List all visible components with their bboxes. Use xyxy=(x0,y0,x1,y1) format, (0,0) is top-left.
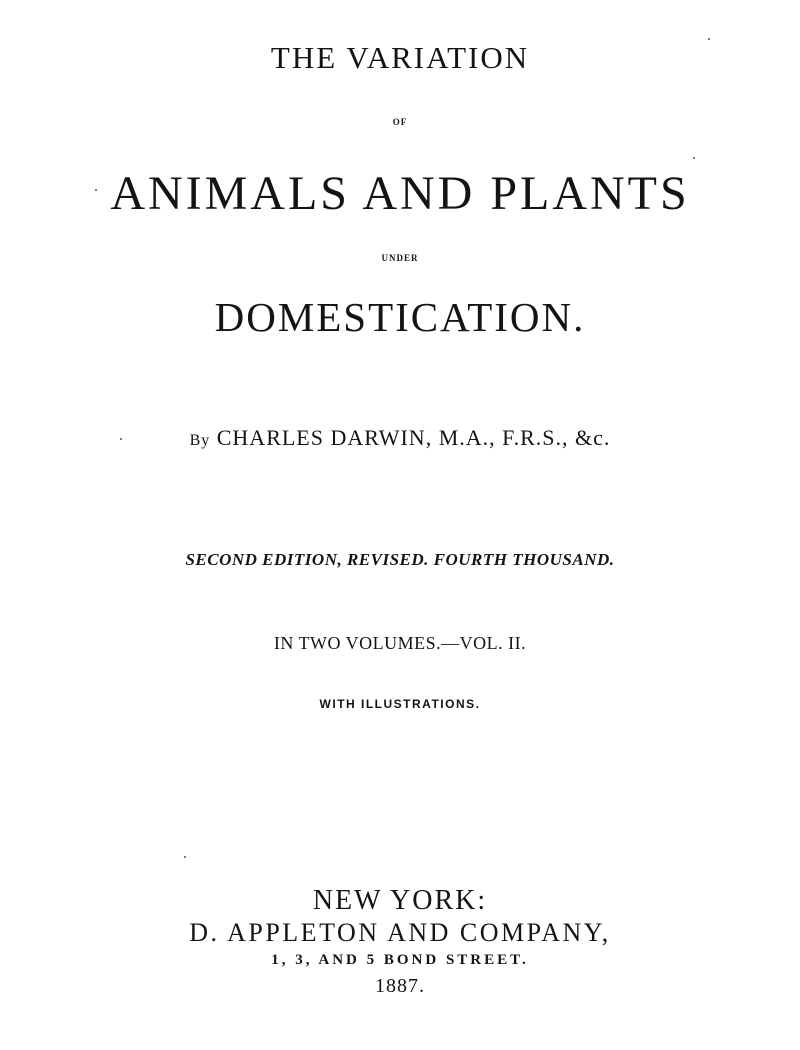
illustrations-statement: WITH ILLUSTRATIONS. xyxy=(319,697,481,711)
scan-speck xyxy=(95,189,97,191)
volume-statement: IN TWO VOLUMES.—VOL. II. xyxy=(273,633,527,653)
imprint-year: 1887. xyxy=(375,975,425,997)
scan-speck xyxy=(693,157,695,159)
title-connector-under: UNDER xyxy=(381,253,419,263)
scan-speck xyxy=(708,38,710,40)
scan-speck xyxy=(184,856,186,858)
imprint-address: 1, 3, AND 5 BOND STREET. xyxy=(271,952,529,968)
scan-speck xyxy=(120,438,122,440)
author-by: By xyxy=(189,432,211,449)
imprint-city: NEW YORK: xyxy=(312,885,488,916)
title-line-animals-and-plants: ANIMALS AND PLANTS xyxy=(110,167,690,220)
author-name: CHARLES DARWIN, M.A., F.R.S., &c. xyxy=(216,425,611,450)
imprint-publisher: D. APPLETON AND COMPANY, xyxy=(189,918,611,947)
title-line-the-variation: THE VARIATION xyxy=(270,40,530,75)
title-connector-of: OF xyxy=(392,117,408,127)
edition-statement: SECOND EDITION, REVISED. FOURTH THOUSAND. xyxy=(185,550,615,569)
title-line-domestication: DOMESTICATION. xyxy=(214,294,586,340)
